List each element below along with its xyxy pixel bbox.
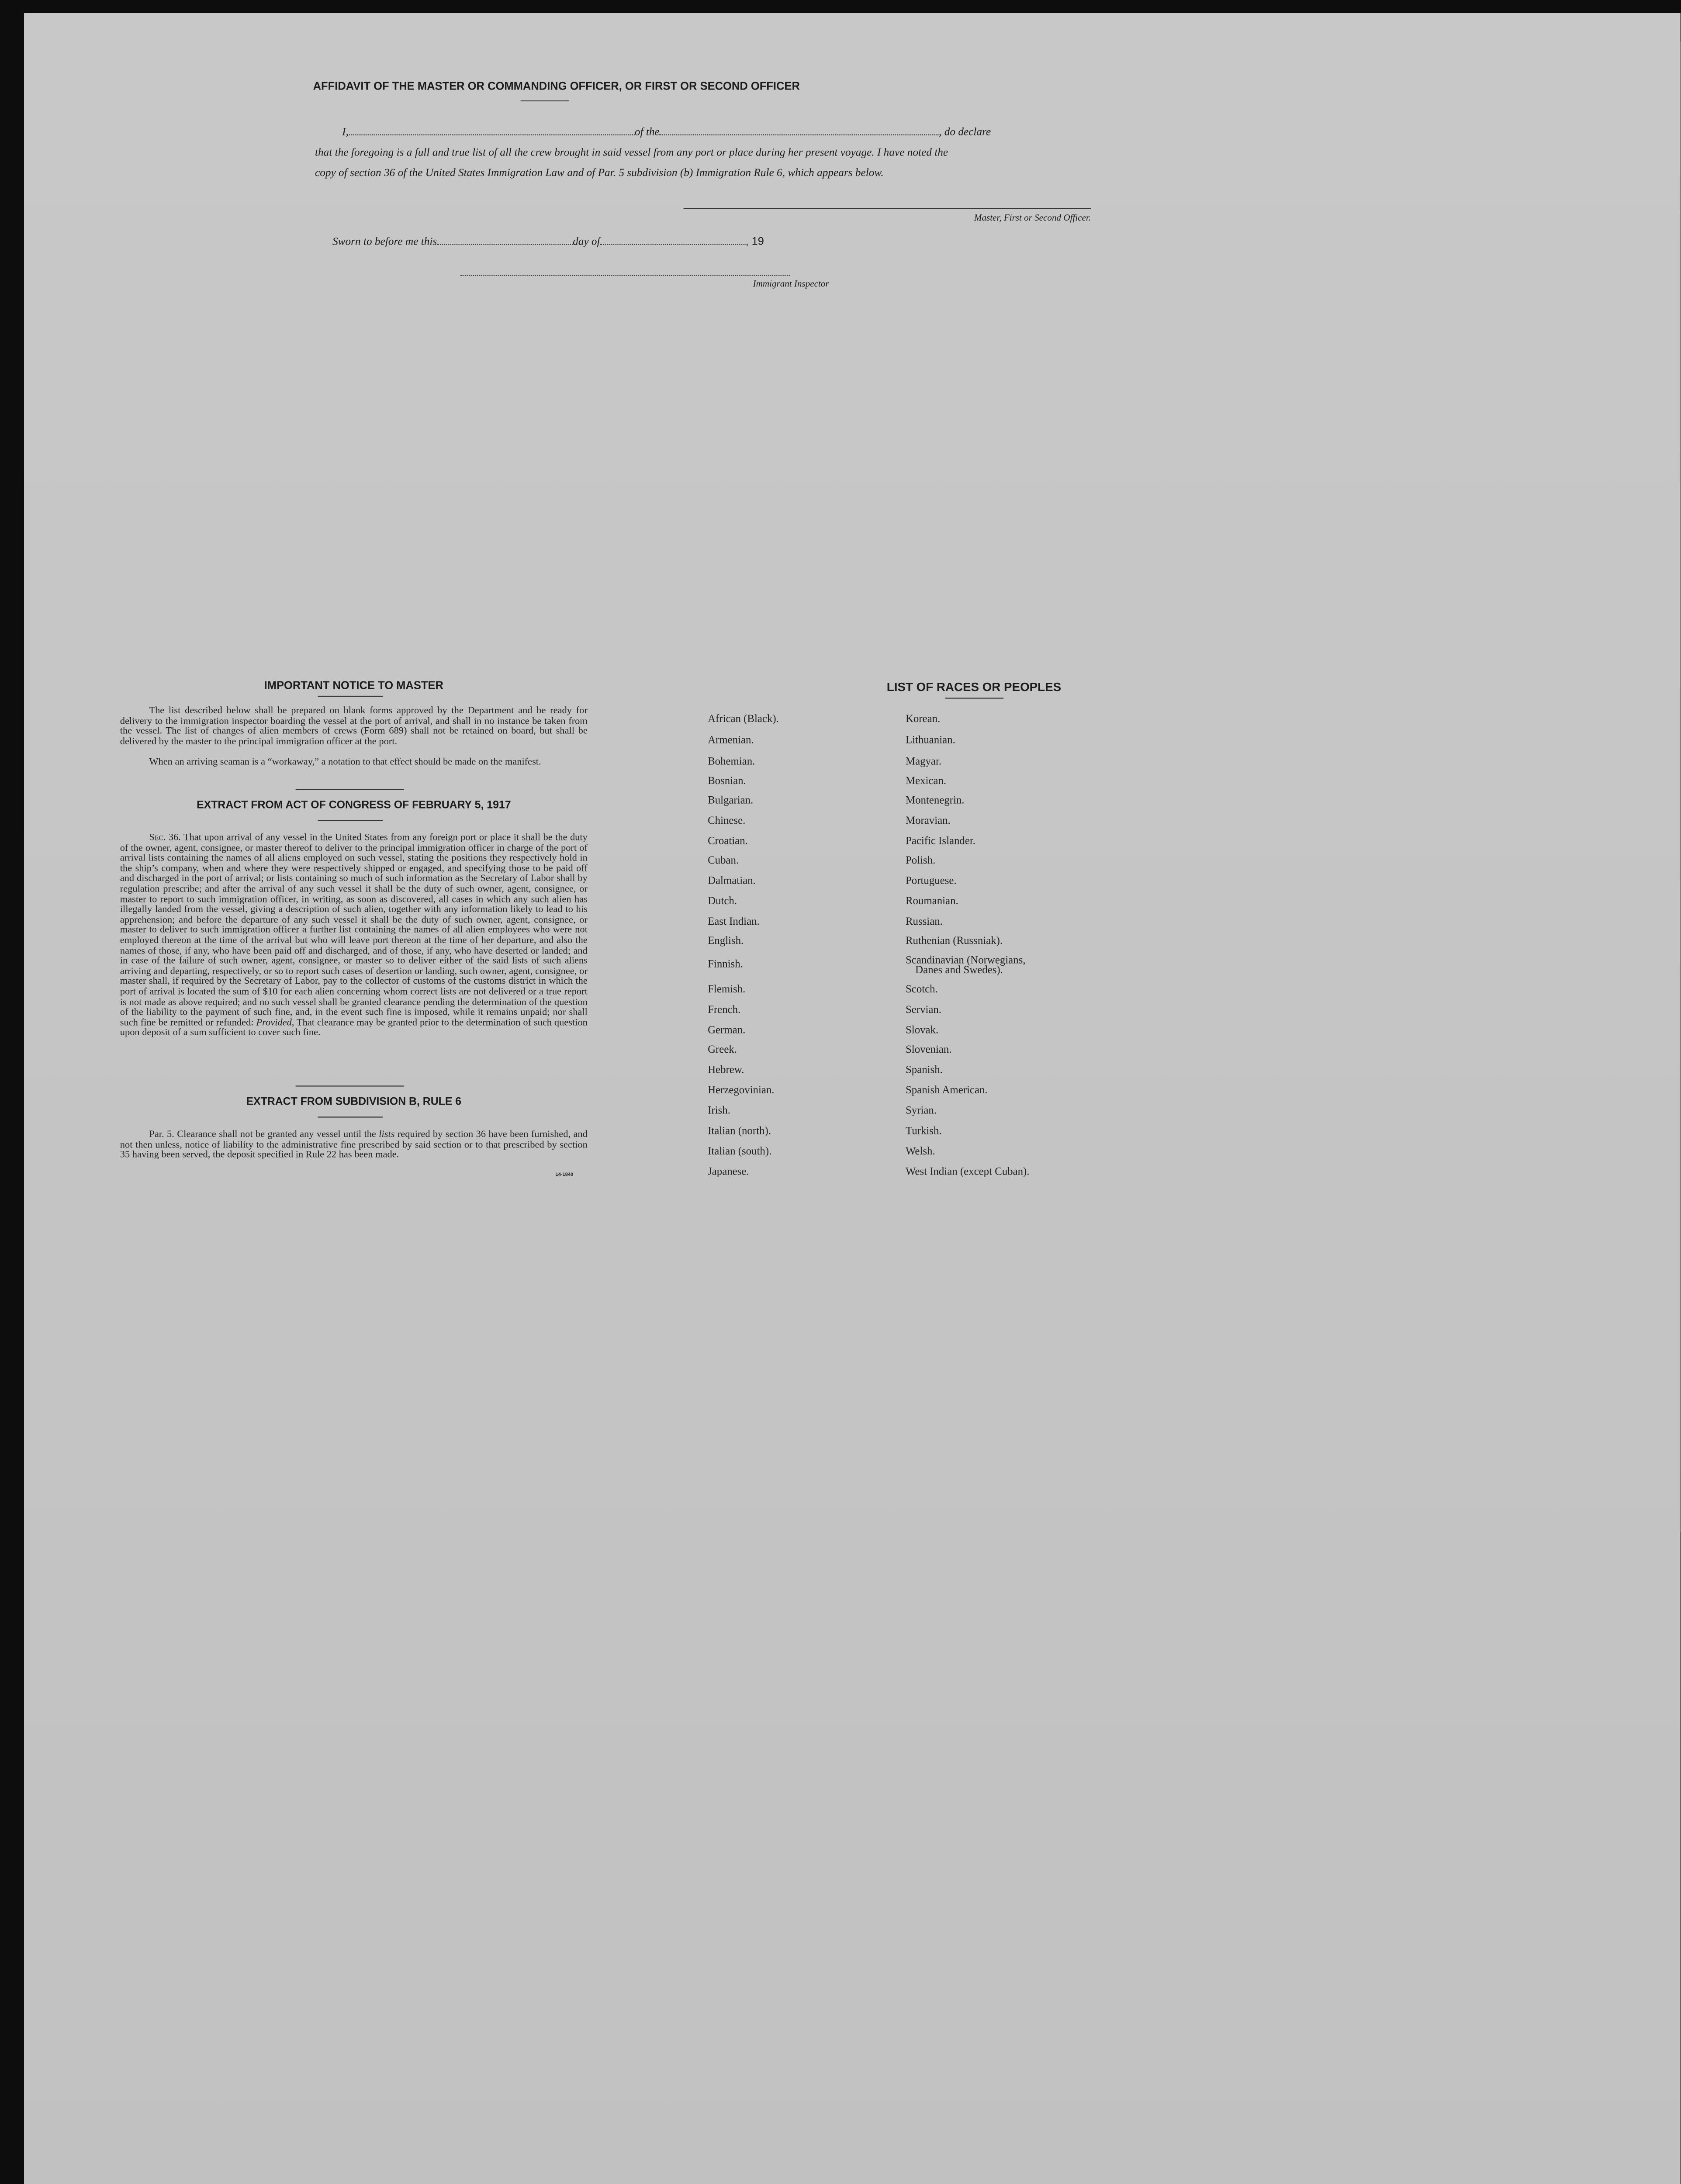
race-item: Dalmatian. [708,875,756,887]
notice-text: When an arriving seaman is a “workaway,” a notation to that effect should be made on the manifest. [149,757,541,768]
rule-text: Par. 5. Clearance shall not be granted any vessel until the [149,1129,376,1140]
race-item: Croatian. [708,835,748,847]
notice-text: The list described below shall be prepared on blank forms approved by the Department and be ready for delivery to the immigration inspector boarding the vessel at the port of arrival, and shall in no instance be taken from the vessel. The list of changes of alien members of crews (Form 689) shall not be retained on board, but shall be delivered by the master to the principal immigration officer at the port. [120,705,588,747]
race-item: Bohemian. [708,756,755,768]
race-item: English. [708,935,744,947]
affidavit-of-the-label: of the [634,126,660,138]
rule-6-text [120,1130,588,1161]
race-item: Servian. [905,1004,942,1016]
race-item: East Indian. [708,916,760,928]
race-item: Bosnian. [708,775,746,787]
affidavit-declare-label: , do declare [939,126,991,138]
race-item: Danes and Swedes). [915,964,1003,976]
sworn-year-label: , 19 [745,236,764,248]
race-item: Hebrew. [708,1064,744,1076]
race-item: French. [708,1004,741,1016]
section-36-body: That upon arrival of any vessel in the United States from any foreign port or place it shall be the duty of the owner, agent, consignee, or master thereof to deliver to the principal immigration officer in charge of the port of arrival lists containing the names of all aliens employed on such vessel, stating the positions they respectively hold in the ship’s company, when and where they were respectively shipped or engaged, and specifying those to be paid off and discharged in the port of arrival; or lists containing so much of such information as the Secretary of Labor shall by regulation prescribe; and after the arrival of any such vessel it shall be the duty of such owner, agent, consignee, or master to report to such immigration officer, in writing, as soon as discovered, all cases in which any such alien has illegally landed from the vessel, giving a description of such alien, together with any information likely to lead to his apprehension; and before the departure of any such vessel it shall be the duty of such owner, agent, consignee, or master to deliver to such immigration officer a further list containing the names of all alien employees who were not employed thereon at the time of the arrival but who will leave port thereon at the time of her departure, and also the names of those, if any, who have been paid off and discharged, and of those, if any, who have deserted or landed; and in case of the failure of such owner, agent, consignee, or master so to deliver either of the said lists of such aliens arriving and departing, respectively, or so to report such cases of desertion or landing, such owner, agent, consignee, or master shall, if required by the Secretary of Labor, pay to the collector of customs of the customs district in which the port of arrival is located the sum of $10 for each alien concerning whom correct lists are not delivered or a true report is not made as above required; and no such vessel shall be granted clearance pending the determination of the question of the liability to the payment of such fine, and, in the event such fine is imposed, while it remains unpaid; nor shall such fine be remitted or refunded: [120,832,588,1028]
inspector-label: Immigrant Inspector [753,280,829,290]
race-item: Polish. [905,854,936,867]
divider [296,1085,405,1086]
rule-text: required by section 36 have been furnished, and not then unless, notice of liability to the administrative fine prescribed by said section or to that prescribed by section 35 having been served, the deposit specified in Rule 22 has been made. [120,1129,588,1161]
race-item: Magyar. [905,756,942,768]
section-label: Sec. 36. [149,832,181,843]
divider [318,696,383,697]
form-number: 14-1840 [555,1171,574,1178]
race-item: Slovak. [905,1024,939,1037]
race-item: Moravian. [905,815,951,827]
race-item: Portuguese. [905,875,957,887]
race-item: Pacific Islander. [905,835,975,847]
race-item: West Indian (except Cuban). [905,1166,1030,1178]
race-item: Armenian. [708,734,754,746]
sworn-label: Sworn to before me this [332,236,437,248]
race-item: Slovenian. [905,1044,952,1056]
race-item: Herzegovinian. [708,1085,775,1096]
manifest-back-page [24,13,1681,2184]
section-36-text [120,833,588,1039]
race-item: Dutch. [708,895,737,907]
sworn-month-field[interactable] [600,244,746,245]
divider [318,820,383,821]
race-item: Chinese. [708,815,746,827]
officer-signature-label: Master, First or Second Officer. [974,214,1091,224]
race-item: Russian. [905,916,943,928]
race-item: Bulgarian. [708,795,754,806]
affidavit-i-label: I, [342,126,349,138]
race-item: African (Black). [708,713,779,725]
race-item: Greek. [708,1044,737,1056]
affidavit-line-1 [315,123,1091,143]
proviso-label: Provided, [256,1017,294,1028]
notice-paragraph-2 [120,758,588,768]
race-item: Cuban. [708,854,739,867]
race-item: Scandinavian (Norwegians, [905,954,1026,967]
race-item: German. [708,1024,746,1037]
divider [521,100,569,101]
divider [296,789,405,790]
notice-title: IMPORTANT NOTICE TO MASTER [264,680,443,692]
race-item: Mexican. [905,775,947,787]
affidavit-title: AFFIDAVIT OF THE MASTER OR COMMANDING OFFICER, OR FIRST OR SECOND OFFICER [313,81,800,93]
proviso-text: That clearance may be granted prior to the determination of such question upon deposit of a sum sufficient to cover such fine. [120,1017,588,1039]
divider [318,1116,383,1117]
race-item: Korean. [905,713,941,725]
sworn-date-field[interactable] [437,244,573,245]
race-item: Scotch. [905,984,938,995]
race-item: Spanish American. [905,1085,988,1096]
rule-text-lists: lists [379,1129,395,1140]
act-extract-title: EXTRACT FROM ACT OF CONGRESS OF FEBRUARY 5, 1917 [197,799,511,812]
race-item: Ruthenian (Russniak). [905,935,1003,947]
races-title: LIST OF RACES OR PEOPLES [886,680,1062,694]
race-item: Welsh. [905,1145,935,1158]
officer-signature-line[interactable] [684,208,1091,209]
inspector-signature-line[interactable] [460,275,790,276]
race-item: Lithuanian. [905,734,955,746]
race-item: Turkish. [905,1125,942,1137]
rule-extract-title: EXTRACT FROM SUBDIVISION B, RULE 6 [246,1096,462,1108]
sworn-line [332,232,1108,253]
race-item: Spanish. [905,1064,943,1076]
race-item: Italian (north). [708,1125,771,1137]
race-item: Japanese. [708,1166,749,1178]
race-item: Montenegrin. [905,795,965,806]
race-item: Roumanian. [905,895,958,907]
race-item: Irish. [708,1105,730,1117]
race-item: Finnish. [708,958,743,971]
notice-paragraph-1 [120,706,588,747]
day-of-label: day of [573,236,600,248]
affidavit-line-3: copy of section 36 of the United States Immigration Law and of Par. 5 subdivision (b) Immigration Rule 6, which appears below. [315,167,884,179]
affidavit-line-2: that the foregoing is a full and true list of all the crew brought in said vessel from any port or place during her present voyage. I have noted the [315,147,948,159]
race-item: Italian (south). [708,1145,772,1158]
race-item: Flemish. [708,984,746,995]
race-item: Syrian. [905,1105,937,1117]
